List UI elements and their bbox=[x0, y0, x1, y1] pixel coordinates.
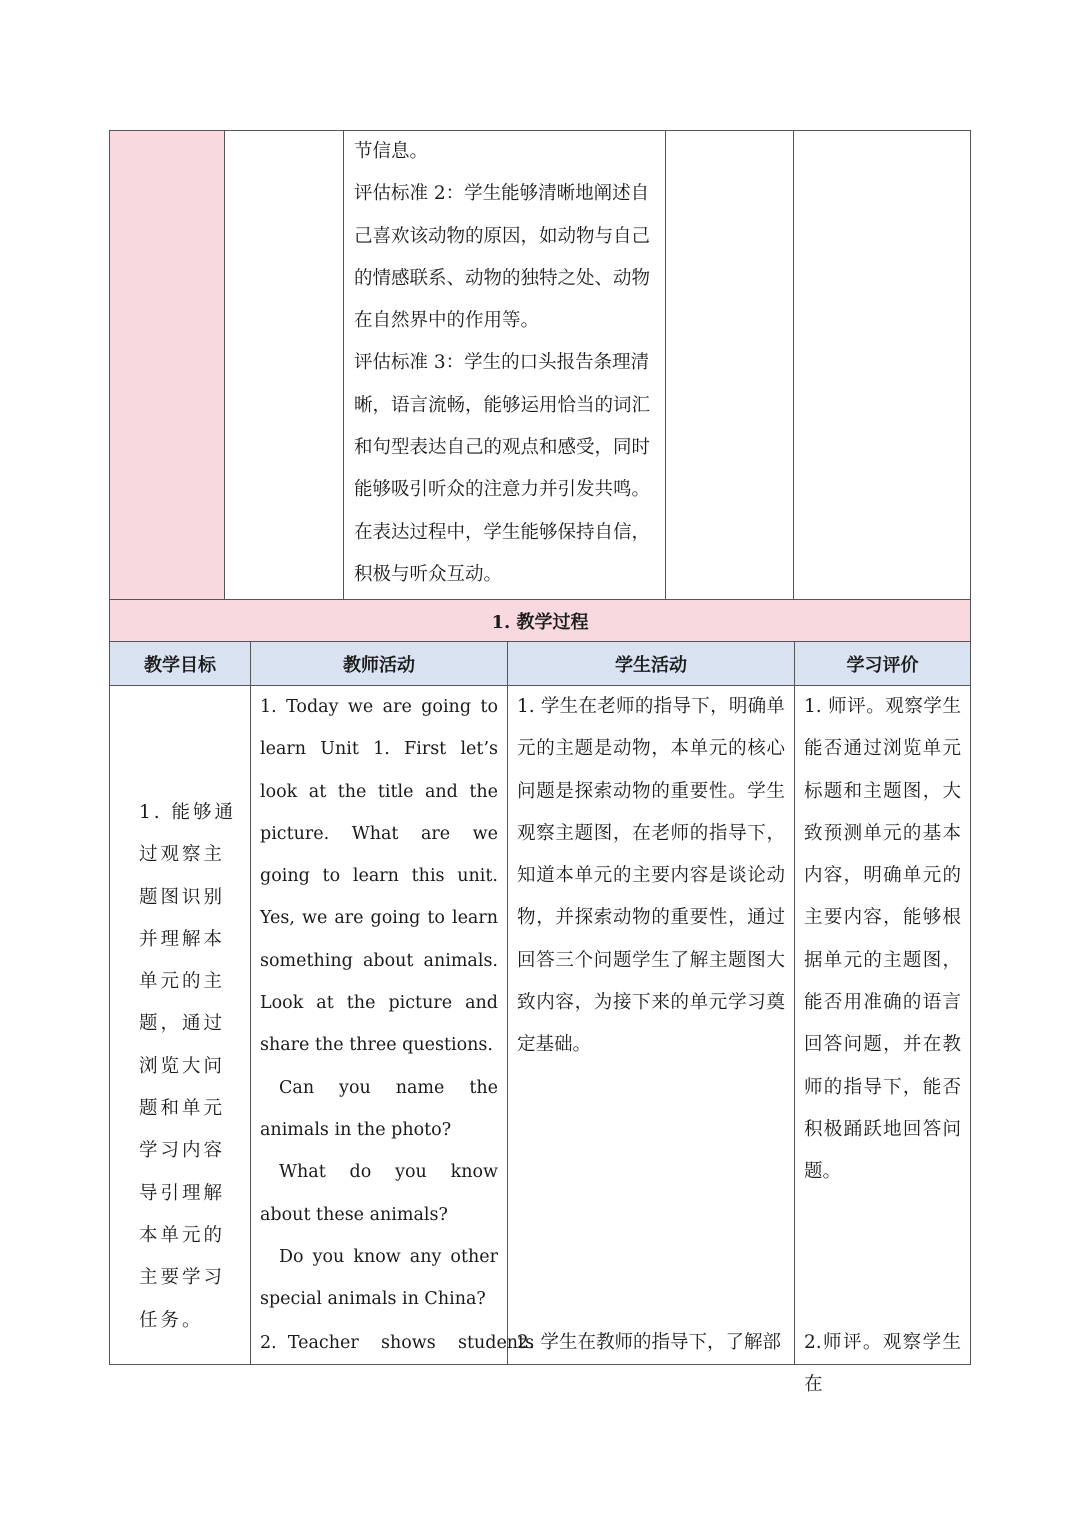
header-goal: 教学目标 bbox=[110, 642, 251, 685]
goal-text: 1. 能够通过观察主题图识别并理解本单元的主题，通过浏览大问题和单元学习内容导引理解本单元的主要学习任务。 bbox=[139, 802, 237, 1331]
table-header bbox=[109, 642, 971, 686]
student-activity-text: 1. 学生在老师的指导下，明确单元的主题是动物，本单元的核心问题是探索动物的重要性。学生观察主题图，在老师的指导下，知道本单元的主要内容是谈论动物，并探索动物的重要性，通过回答三个问题学生了解主题图大致内容，为接下来的单元学习奠定基础。 bbox=[517, 696, 785, 1056]
criteria-text: 评估标准 3：学生的口头报告条理清晰，语言流畅，能够运用恰当的词汇和句型表达自己的观点和感受，同时能够吸引听众的注意力并引发共鸣。在表达过程中，学生能够保持自信，积极与听众互动。 bbox=[354, 352, 651, 585]
header-evaluation: 学习评价 bbox=[846, 654, 919, 676]
pink-label-cell bbox=[110, 131, 225, 599]
assessment-criteria-row bbox=[109, 130, 971, 599]
teacher-question: What do you know about these animals? bbox=[260, 1162, 498, 1225]
teacher-question: Can you name the animals in the photo? bbox=[260, 1077, 498, 1140]
lesson-table bbox=[109, 130, 971, 1396]
empty-cell bbox=[794, 131, 971, 599]
teacher-activity-cell bbox=[251, 686, 535, 1364]
criteria-cell bbox=[344, 131, 666, 599]
teacher-question: Do you know any other special animals in China? bbox=[260, 1246, 498, 1310]
teacher-activity-2: 2. Teacher shows students bbox=[260, 1333, 535, 1353]
table-row bbox=[109, 686, 971, 1396]
empty-cell bbox=[225, 131, 344, 599]
header-student-activity: 学生活动 bbox=[508, 642, 795, 685]
evaluation-cell bbox=[795, 686, 970, 1396]
section-title: 1. 教学过程 bbox=[109, 599, 971, 642]
student-activity-2: 2. 学生在教师的指导下，了解部 bbox=[517, 1332, 782, 1353]
goal-cell bbox=[110, 686, 251, 1364]
criteria-text: 节信息。 bbox=[354, 141, 429, 162]
criteria-text: 评估标准 2：学生能够清晰地阐述自己喜欢该动物的原因，如动物与自己的情感联系、动物的独特之处、动物在自然界中的作用等。 bbox=[354, 183, 651, 332]
header-teacher-activity: 教师活动 bbox=[251, 642, 508, 685]
empty-cell bbox=[666, 131, 794, 599]
student-activity-cell bbox=[508, 686, 795, 1364]
evaluation-2: 2.师评。观察学生在 bbox=[804, 1332, 961, 1396]
teacher-intro: 1. Today we are going to learn Unit 1. First let’s look at the title and the picture. What are we going to learn this unit. Yes, we are going to learn something about animals. Look at the picture and share the three questions. bbox=[260, 697, 498, 1056]
evaluation-text: 1. 师评。观察学生能否通过浏览单元标题和主题图，大致预测单元的基本内容，明确单元的主要内容，能够根据单元的主题图，能否用准确的语言回答问题，并在教师的指导下，能否积极踊跃地回答问题。 bbox=[804, 696, 961, 1183]
